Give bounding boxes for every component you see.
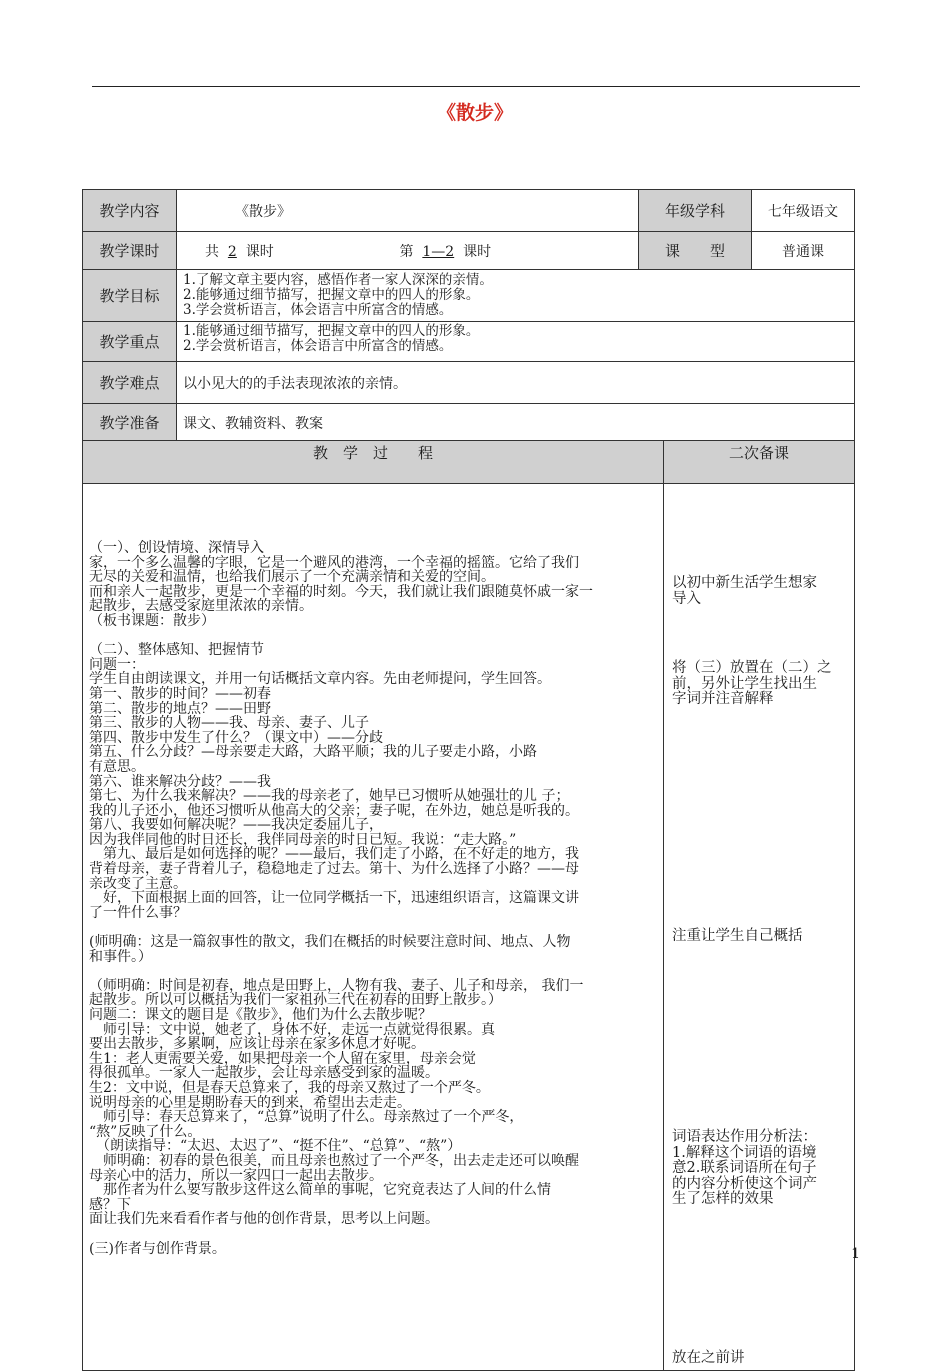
process-table bbox=[82, 440, 855, 1371]
process-header: 教 学 过 程 bbox=[83, 441, 664, 484]
key-list bbox=[177, 322, 855, 362]
review-header: 二次备课 bbox=[664, 441, 855, 484]
process-line: （一）、创设情境、深情导入 bbox=[89, 540, 264, 556]
process-line: 第三、散步的人物——我、母亲、妻子、儿子 bbox=[89, 715, 369, 732]
process-line: 师引导：文中说，她老了，身体不好，走远一点就觉得很累。真 bbox=[89, 1021, 495, 1038]
process-line: 亲改变了主意。 bbox=[89, 875, 187, 892]
process-line: 母亲心中的活力，所以一家四口一起出去散步。 bbox=[89, 1167, 383, 1184]
process-line: 有意思。 bbox=[89, 758, 145, 775]
process-line: 第五、什么分歧？—母亲要走大路，大路平顺；我的儿子要走小路，小路 bbox=[89, 744, 537, 761]
process-line: 面让我们先来看看作者与他的创作背景，思考以上问题。 bbox=[89, 1211, 439, 1228]
process-line: 说明母亲的心里是期盼春天的到来，希望出去走走。 bbox=[89, 1094, 411, 1111]
process-line: (师明确：这是一篇叙事性的散文，我们在概括的时候要注意时间、地点、人物 bbox=[89, 934, 571, 951]
process-line: 我的儿子还小，他还习惯听从他高大的父亲；妻子呢，在外边，她总是听我的。 bbox=[89, 802, 579, 819]
process-line bbox=[89, 629, 659, 644]
info-table bbox=[82, 189, 855, 442]
prep-label: 教学准备 bbox=[83, 404, 177, 442]
hours-total-num: 2 bbox=[227, 243, 237, 260]
goal-item: 2.能够通过细节描写，把握文章中的四人的形象。 bbox=[183, 287, 480, 303]
content-value: 《散步》 bbox=[177, 190, 639, 232]
process-line: 问题二：课文的题目是《散步》，他们为什么去散步呢？ bbox=[89, 1007, 432, 1023]
hours-total-prefix: 共 bbox=[205, 243, 219, 260]
note-2: 将（三）放置在（二）之 前，另外让学生找出生 字词并注音解释 bbox=[672, 660, 832, 707]
process-line: 家，一个多么温馨的字眼，它是一个避风的港湾，一个幸福的摇篮。它给了我们 bbox=[89, 554, 579, 571]
process-line bbox=[89, 964, 659, 979]
page-title: 《散步》 bbox=[436, 102, 513, 124]
note-1: 以初中新生活学生想家 导入 bbox=[672, 575, 817, 607]
process-content-cell bbox=[83, 484, 664, 1371]
grade-label: 年级学科 bbox=[639, 190, 752, 232]
hours-current-suffix: 课时 bbox=[463, 243, 492, 260]
goal-item: 1.了解文章主要内容，感悟作者一家人深深的亲情。 bbox=[183, 272, 493, 288]
process-line: 起散步，去感受家庭里浓浓的亲情。 bbox=[89, 598, 313, 615]
note-3: 注重让学生自己概括 bbox=[672, 928, 803, 944]
process-line: 生1：老人更需要关爱，如果把母亲一个人留在家里，母亲会觉 bbox=[89, 1050, 476, 1067]
difficulty-value: 以小见大的的手法表现浓浓的亲情。 bbox=[177, 362, 855, 404]
process-line: 第八、我要如何解决呢？——我决定委屈儿子， bbox=[89, 817, 383, 834]
difficulty-label: 教学难点 bbox=[83, 362, 177, 404]
process-line: 生2：文中说，但是春天总算来了，我的母亲又熬过了一个严冬。 bbox=[89, 1079, 490, 1096]
note-5: 放在之前讲 bbox=[672, 1350, 745, 1366]
process-line: 要出去散步，多累啊，应该让母亲在家多休息才好呢。 bbox=[89, 1036, 425, 1053]
process-line: 无尽的关爱和温情，也给我们展示了一个充满亲情和关爱的空间。 bbox=[89, 569, 495, 586]
key-label: 教学重点 bbox=[83, 322, 177, 362]
process-line: 第二、散步的地点？——田野 bbox=[89, 700, 271, 717]
process-line: 第一、散步的时间？——初春 bbox=[89, 685, 271, 702]
top-rule bbox=[92, 86, 860, 87]
process-line: 第九、最后是如何选择的呢？——最后，我们走了小路，在不好走的地方，我 bbox=[89, 846, 579, 863]
process-line: 好，下面根据上面的回答，让一位同学概括一下，迅速组织语言，这篇课文讲 bbox=[89, 890, 579, 907]
process-line: 那作者为什么要写散步这件这么简单的事呢，它究竟表达了人间的什么情 bbox=[89, 1182, 551, 1199]
process-line: 学生自由朗读课文，并用一句话概括文章内容。先由老师提问，学生回答。 bbox=[89, 671, 551, 688]
process-line: “熬”反映了什么。 bbox=[89, 1123, 202, 1140]
process-line: （二）、整体感知、把握情节 bbox=[89, 642, 264, 659]
process-line: （师明确：时间是初春，地点是田野上，人物有我、妻子、儿子和母亲， 我们一 bbox=[89, 977, 584, 994]
key-item: 1.能够通过细节描写，把握文章中的四人的形象。 bbox=[183, 323, 480, 339]
process-line: 了一件什么事？ bbox=[89, 904, 187, 921]
process-line: 感？下 bbox=[89, 1196, 131, 1213]
process-line: 背着母亲，妻子背着儿子，稳稳地走了过去。第十、为什么选择了小路？——母 bbox=[89, 861, 579, 878]
goals-label: 教学目标 bbox=[83, 270, 177, 322]
process-line: 第七、为什么我来解决？——我的母亲老了，她早已习惯听从她强壮的儿 子； bbox=[89, 788, 570, 805]
process-line: （朗读指导：“太迟、太迟了”、“挺不住”、“总算”、“熬”） bbox=[89, 1138, 462, 1155]
note-4: 词语表达作用分析法： 1.解释这个词语的语境 意2.联系词语所在句子 的内容分析使这个词产 生了怎样的效果 bbox=[672, 1129, 817, 1207]
process-line: 师明确：初春的景色很美，而且母亲也熬过了一个严冬，出去走走还可以唤醒 bbox=[89, 1152, 579, 1169]
process-content bbox=[89, 541, 659, 1256]
hours-total-suffix: 课时 bbox=[245, 243, 274, 260]
process-line: 师引导：春天总算来了，“总算”说明了什么。母亲熬过了一个严冬， bbox=[89, 1109, 524, 1126]
key-item: 2.学会赏析语言，体会语言中所富含的情感。 bbox=[183, 338, 453, 354]
process-line: (三)作者与创作背景。 bbox=[89, 1240, 226, 1257]
process-line: 第四、散步中发生了什么？（课文中）——分歧 bbox=[89, 729, 383, 746]
process-line: 而和亲人一起散步，更是一个幸福的时刻。今天，我们就让我们跟随莫怀戚一家一 bbox=[89, 583, 593, 600]
process-line bbox=[89, 920, 659, 935]
hours-current-num: 1—2 bbox=[422, 243, 455, 260]
process-line bbox=[89, 1227, 659, 1242]
hours-value bbox=[177, 232, 639, 270]
process-line: 和事件。） bbox=[89, 948, 152, 965]
process-line: 问题一： bbox=[89, 656, 145, 673]
hours-current-prefix: 第 bbox=[399, 243, 414, 260]
process-line: 得很孤单。一家人一起散步，会让母亲感受到家的温暖。 bbox=[89, 1065, 439, 1082]
process-line: 起散步。所以可以概括为我们一家祖孙三代在初春的田野上散步。） bbox=[89, 992, 502, 1009]
process-line: 因为我伴同他的时日还长，我伴同母亲的时日已短。我说：“走大路。” bbox=[89, 831, 517, 848]
review-notes-cell bbox=[664, 484, 855, 1371]
page-number: 1 bbox=[851, 1246, 860, 1262]
goals-list bbox=[177, 270, 855, 322]
goal-item: 3.学会赏析语言，体会语言中所富含的情感。 bbox=[183, 302, 453, 318]
process-line: （板书课题：散步） bbox=[89, 612, 215, 629]
grade-value: 七年级语文 bbox=[752, 190, 855, 232]
hours-label: 教学课时 bbox=[83, 232, 177, 270]
content-label: 教学内容 bbox=[83, 190, 177, 232]
type-label: 课 型 bbox=[639, 232, 752, 270]
type-value: 普通课 bbox=[752, 232, 855, 270]
process-line: 第六、谁来解决分歧？——我 bbox=[89, 773, 271, 790]
prep-value: 课文、教辅资料、教案 bbox=[177, 404, 855, 442]
